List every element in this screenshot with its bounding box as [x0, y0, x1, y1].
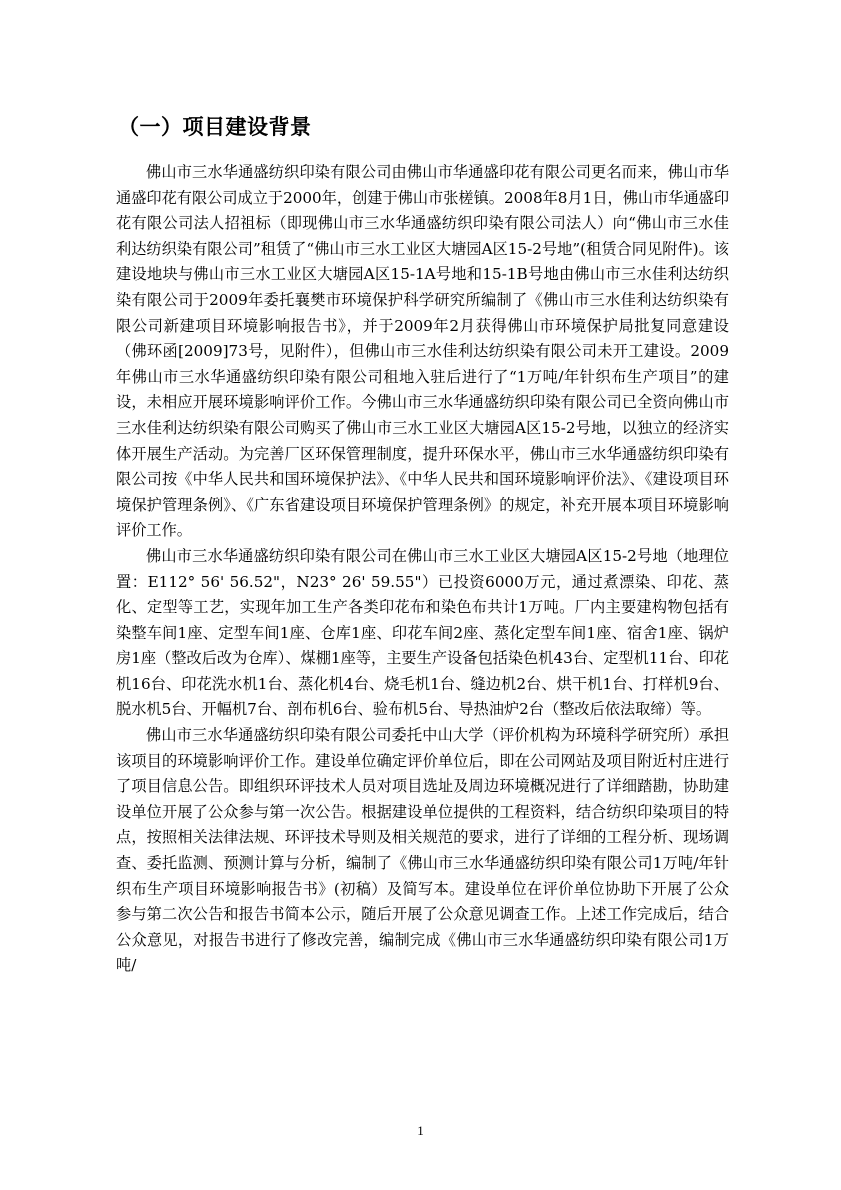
paragraph-project-overview: 佛山市三水华通盛纺织印染有限公司在佛山市三水工业区大塘园A区15-2号地（地理位置：E112° 56' 56.52"，N23° 26' 59.55"）已投资6000万元，通过煮漂染、印花、蒸化、定型等工艺，实现年加工生产各类印花布和染色布共计1万吨。厂内主要建构物包括有染整车间1座、定型车间1座、仓库1座、印花车间2座、蒸化定型车间1座、宿舍1座、锅炉房1座（整改后改为仓库）、煤棚1座等，主要生产设备包括染色机43台、定型机11台、印花机16台、印花洗水机1台、蒸化机4台、烧毛机1台、缝边机2台、烘干机1台、打样机9台、脱水机5台、开幅机7台、剖布机6台、验布机5台、导热油炉2台（整改后依法取缔）等。: [116, 546, 729, 719]
paragraph-project-background: 佛山市三水华通盛纺织印染有限公司由佛山市华通盛印花有限公司更名而来，佛山市华通盛印花有限公司成立于2000年，创建于佛山市张槎镇。2008年8月1日，佛山市华通盛印花有限公司法人招祖标（即现佛山市三水华通盛纺织印染有限公司法人）向“佛山市三水佳利达纺织染有限公司”租赁了“佛山市三水工业区大塘园A区15-2号地”(租赁合同见附件)。该建设地块与佛山市三水工业区大塘园A区15-1A号地和15-1B号地由佛山市三水佳利达纺织染有限公司于2009年委托襄樊市环境保护科学研究所编制了《佛山市三水佳利达纺织染有限公司新建项目环境影响报告书》，并于2009年2月获得佛山市环境保护局批复同意建设（佛环函[2009]73号，见附件），但佛山市三水佳利达纺织染有限公司未开工建设。2009年佛山市三水华通盛纺织印染有限公司租地入驻后进行了“1万吨/年针织布生产项目”的建设，未相应开展环境影响评价工作。今佛山市三水华通盛纺织印染有限公司已全资向佛山市三水佳利达纺织染有限公司购买了佛山市三水工业区大塘园A区15-2号地，以独立的经济实体开展生产活动。为完善厂区环保管理制度，提升环保水平，佛山市三水华通盛纺织印染有限公司按《中华人民共和国环境保护法》、《中华人民共和国环境影响评价法》、《建设项目环境保护管理条例》、《广东省建设项目环境保护管理条例》的规定，补充开展本项目环境影响评价工作。: [116, 163, 730, 540]
section-heading: （一）项目建设背景: [118, 115, 312, 139]
paragraph-assessment-process: 佛山市三水华通盛纺织印染有限公司委托中山大学（评价机构为环境科学研究所）承担该项目的环境影响评价工作。建设单位确定评价单位后，即在公司网站及项目附近村庄进行了项目信息公告。即组织环评技术人员对项目选址及周边环境概况进行了详细踏勘，协助建设单位开展了公众参与第一次公告。根据建设单位提供的工程资料，结合纺织印染项目的特点，按照相关法律法规、环评技术导则及相关规范的要求，进行了详细的工程分析、现场调查、委托监测、预测计算与分析，编制了《佛山市三水华通盛纺织印染有限公司1万吨/年针织布生产项目环境影响报告书》(初稿）及简写本。建设单位在评价单位协助下开展了公众参与第二次公告和报告书简本公示，随后开展了公众意见调查工作。上述工作完成后，结合公众意见，对报告书进行了修改完善，编制完成《佛山市三水华通盛纺织印染有限公司1万吨/: [116, 726, 729, 975]
body-text: [116, 160, 729, 979]
page-number: 1: [417, 1123, 424, 1138]
